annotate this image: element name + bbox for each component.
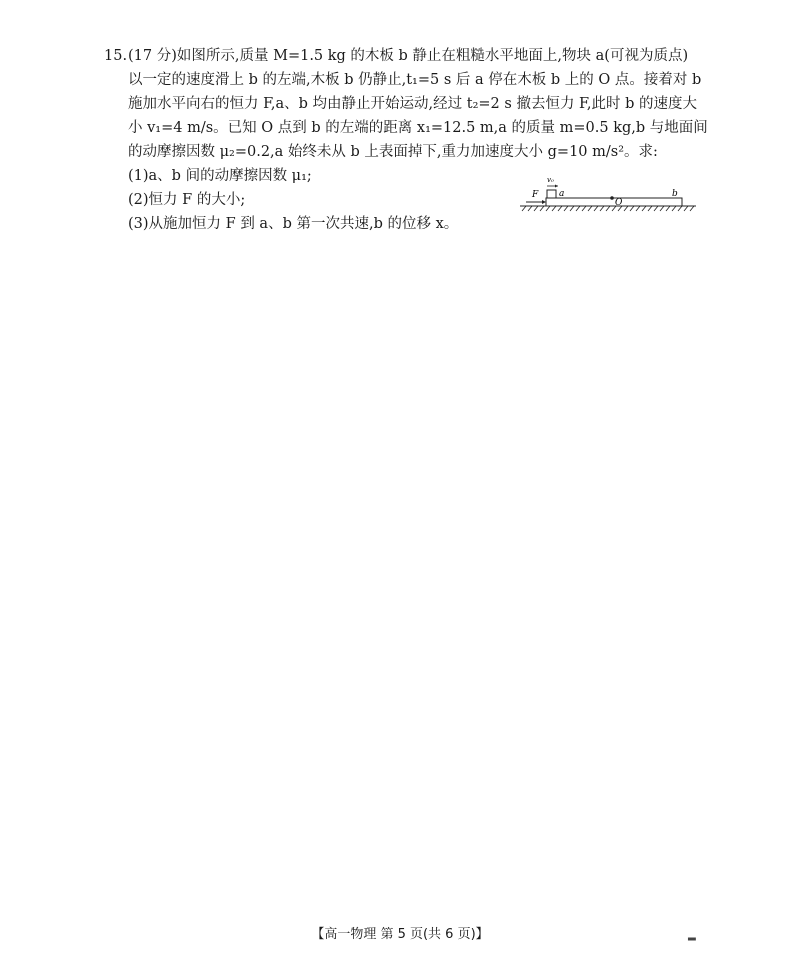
question-1: (1)a、b 间的动摩擦因数 μ₁; [128,168,312,184]
point-O [610,196,614,200]
board-diagram [518,168,698,216]
problem-line-2: 以一定的速度滑上 b 的左端,木板 b 仍静止,t₁=5 s 后 a 停在木板 b 上的 O 点。接着对 b [128,72,702,88]
problem-line-4: 小 v₁=4 m/s。已知 O 点到 b 的左端的距离 x₁=12.5 m,a 的质量 m=0.5 kg,b 与地面间 [128,120,708,136]
problem-text-1: (17 分)如图所示,质量 M=1.5 kg 的木板 b 静止在粗糙水平地面上,物块 a(可视为质点) [128,48,689,64]
force-arrowhead [542,200,546,204]
velocity-arrowhead [555,185,558,188]
label-a: a [559,189,565,199]
board-b [546,198,682,206]
question-2: (2)恒力 F 的大小; [128,192,246,208]
block-a [547,190,556,198]
question-3: (3)从施加恒力 F 到 a、b 第一次共速,b 的位移 x。 [128,216,459,232]
label-O: O [615,198,623,208]
page-footer: 【高一物理 第 5 页(共 6 页)】 [311,927,489,942]
problem-number: 15. [104,48,128,64]
problem-line-1 [104,44,704,68]
problem-line-5: 的动摩擦因数 μ₂=0.2,a 始终未从 b 上表面掉下,重力加速度大小 g=10 m/s²。求: [128,144,658,160]
ground-hatching [522,206,694,211]
label-F: F [532,190,539,200]
label-b: b [672,189,678,199]
label-v0: v₀ [547,176,554,184]
problem-line-3: 施加水平向右的恒力 F,a、b 均由静止开始运动,经过 t₂=2 s 撤去恒力 F,此时 b 的速度大 [128,96,697,112]
footer-mark: ▂ [688,930,696,941]
